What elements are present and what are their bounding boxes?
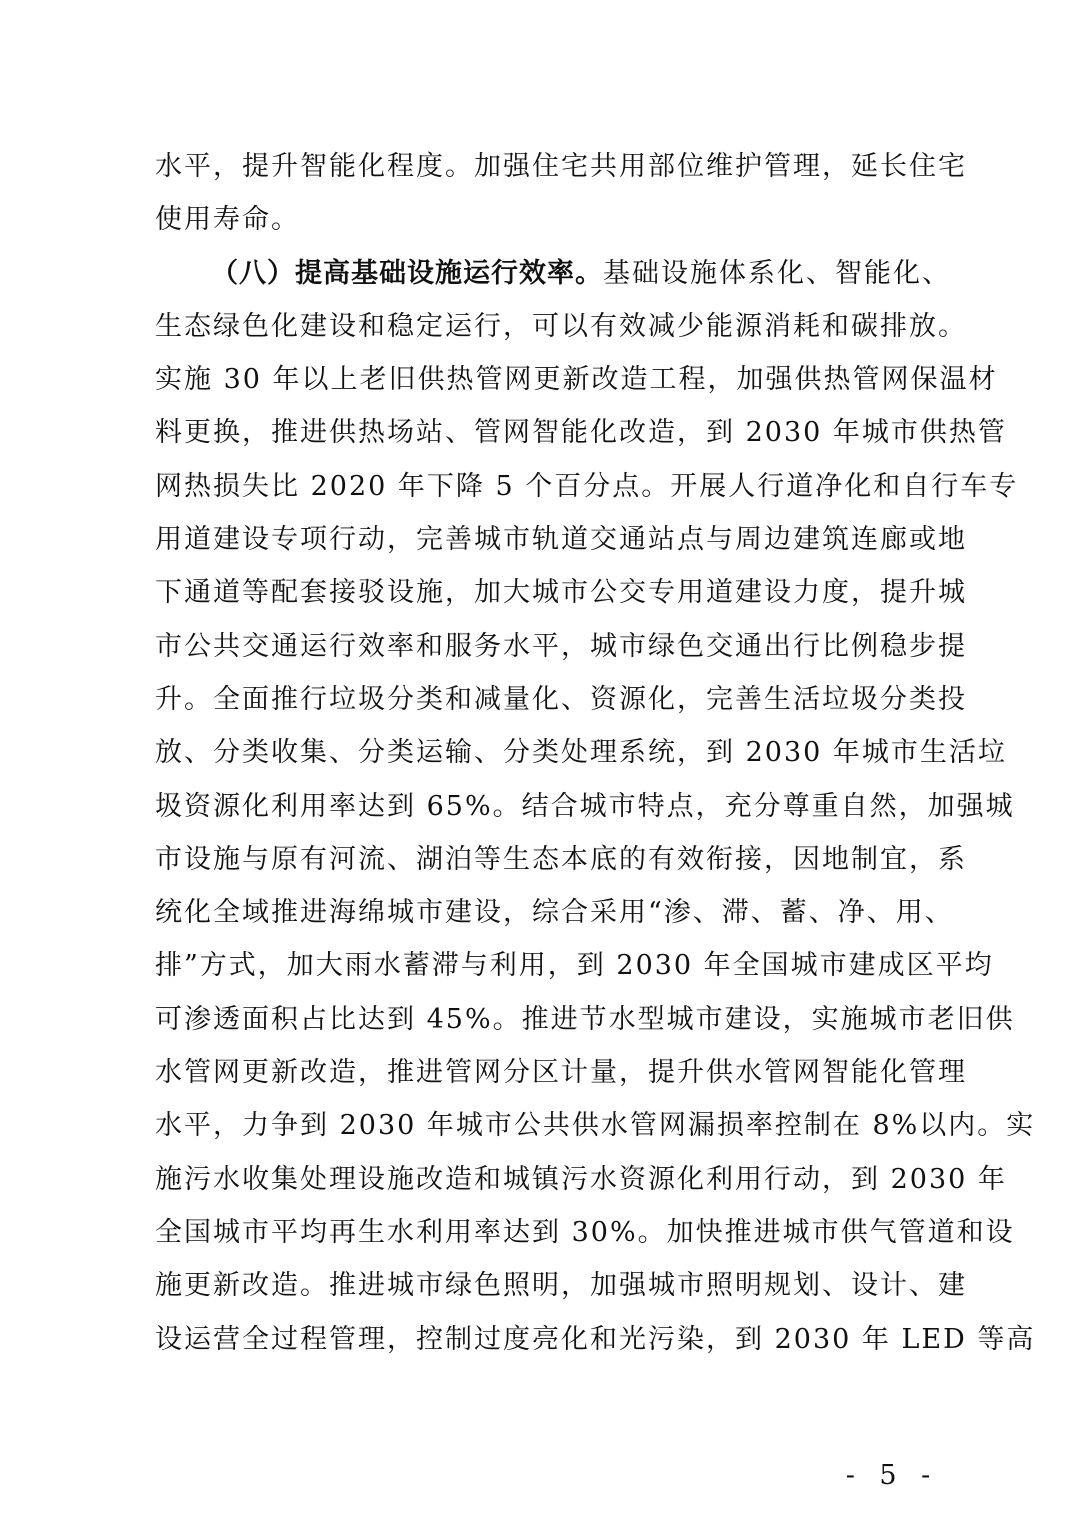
text-line: 水管网更新改造，推进管网分区计量，提升供水管网智能化管理 [155,1057,967,1089]
text-line: 设运营全过程管理，控制过度亮化和光污染，到 2030 年 LED 等高 [155,1323,1036,1355]
text-line: 排”方式，加大雨水蓄滞与利用，到 2030 年全国城市建成区平均 [155,950,994,982]
text-line: 可渗透面积占比达到 45%。推进节水型城市建设，实施城市老旧供 [155,1003,1015,1035]
text-line: 实施 30 年以上老旧供热管网更新改造工程，加强供热管网保温材 [155,364,998,396]
text-line: 下通道等配套接驳设施，加大城市公交专用道建设力度，提升城 [155,577,967,609]
text-line: 料更换，推进供热场站、管网智能化改造，到 2030 年城市供热管 [155,417,1007,449]
text-line: 圾资源化利用率达到 65%。结合城市特点，充分尊重自然，加强城 [155,790,1015,822]
text-line: 全国城市平均再生水利用率达到 30%。加快推进城市供气管道和设 [155,1216,1015,1248]
section-heading: （八）提高基础设施运行效率。 [211,257,603,289]
text-line: 用道建设专项行动，完善城市轨道交通站点与周边建筑连廊或地 [155,524,967,556]
text-line: 放、分类收集、分类运输、分类处理系统，到 2030 年城市生活垃 [155,737,1007,769]
page-number: - 5 - [845,1460,939,1491]
text-line: 施更新改造。推进城市绿色照明，加强城市照明规划、设计、建 [155,1270,967,1302]
text-line: 施污水收集处理设施改造和城镇污水资源化利用行动，到 2030 年 [155,1163,1007,1195]
text-line: 市公共交通运行效率和服务水平，城市绿色交通出行比例稳步提 [155,630,967,662]
text-line: 水平，力争到 2030 年城市公共供水管网漏损率控制在 8%以内。实 [155,1110,1036,1142]
text-line: 统化全域推进海绵城市建设，综合采用“渗、滞、蓄、净、用、 [155,897,954,929]
text-line: 使用寿命。 [155,204,300,236]
text-line: 市设施与原有河流、湖泊等生态本底的有效衔接，因地制宜，系 [155,843,967,875]
text-line: 基础设施体系化、智能化、 [603,257,951,289]
text-line: 升。全面推行垃圾分类和减量化、资源化，完善生活垃圾分类投 [155,683,967,715]
text-line: 水平，提升智能化程度。加强住宅共用部位维护管理，延长住宅 [155,151,967,182]
section-paragraph-start [155,247,951,300]
text-line: 网热损失比 2020 年下降 5 个百分点。开展人行道净化和自行车专 [155,470,1019,502]
text-line: 生态绿色化建设和稳定运行，可以有效减少能源消耗和碳排放。 [155,310,967,342]
body-text [155,140,1036,1366]
